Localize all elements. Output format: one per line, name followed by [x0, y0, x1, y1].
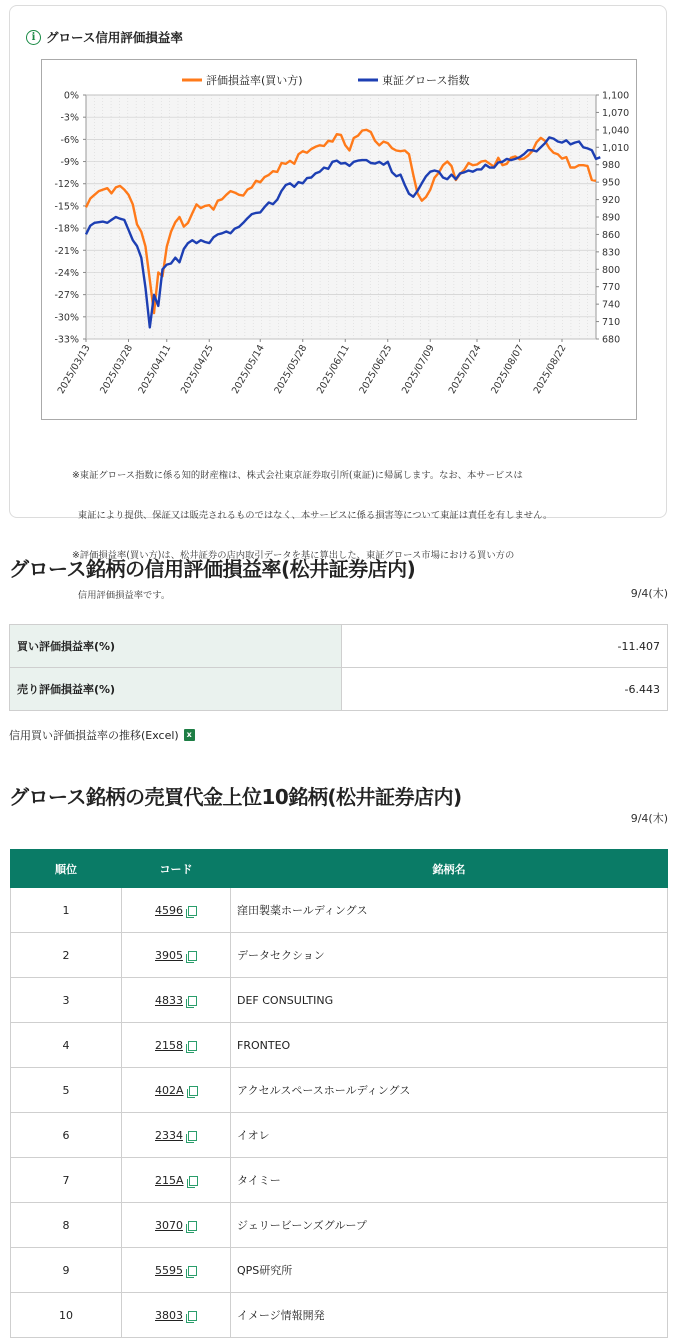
code-cell: [122, 933, 231, 978]
table-row: [10, 625, 668, 668]
table-row: [11, 1158, 668, 1203]
stock-code-link[interactable]: 402A: [155, 1083, 184, 1097]
rank-cell: 10: [11, 1293, 122, 1338]
buy-rate-value: -11.407: [342, 625, 668, 668]
y-left-tick-label: -21%: [54, 245, 79, 257]
rank-cell: 5: [11, 1068, 122, 1113]
y-right-tick-label: 830: [602, 247, 621, 259]
chart-area: [41, 59, 637, 420]
rank-cell: 8: [11, 1203, 122, 1248]
table-header-row: [11, 850, 668, 888]
table-row: [11, 888, 668, 933]
y-left-tick-label: -18%: [54, 223, 79, 235]
x-tick-label: 2025/06/25: [357, 343, 395, 396]
y-left-tick-label: -3%: [60, 112, 79, 124]
y-right-tick-label: 860: [602, 229, 621, 241]
rank-cell: 3: [11, 978, 122, 1023]
code-cell: [122, 1023, 231, 1068]
table-row: [11, 1023, 668, 1068]
x-tick-label: 2025/08/07: [489, 343, 527, 396]
x-tick-label: 2025/05/28: [272, 343, 310, 396]
x-tick-label: 2025/07/24: [446, 343, 484, 396]
code-cell: [122, 1113, 231, 1158]
x-tick-label: 2025/06/11: [314, 343, 352, 396]
table-row: [11, 1248, 668, 1293]
stock-code-link[interactable]: 5595: [155, 1263, 183, 1277]
table-row: [10, 668, 668, 711]
stock-name-cell: QPS研究所: [231, 1248, 668, 1293]
y-left-tick-label: -12%: [54, 179, 79, 191]
y-right-tick-label: 980: [602, 160, 621, 172]
table-row: [11, 978, 668, 1023]
table-row: [11, 1068, 668, 1113]
y-right-tick-label: 1,040: [602, 125, 630, 137]
stock-name-cell: DEF CONSULTING: [231, 978, 668, 1023]
plot-background: [86, 95, 596, 339]
copy-icon[interactable]: [188, 1266, 197, 1276]
ranking-table: [10, 849, 668, 1338]
x-tick-label: 2025/03/13: [55, 343, 93, 396]
rank-cell: 4: [11, 1023, 122, 1068]
stock-code-link[interactable]: 3803: [155, 1308, 183, 1322]
rank-cell: 7: [11, 1158, 122, 1203]
evaluation-table: [9, 624, 668, 711]
table-row: [11, 933, 668, 978]
stock-name-cell: ジェリービーンズグループ: [231, 1203, 668, 1248]
copy-icon[interactable]: [188, 951, 197, 961]
x-tick-label: 2025/07/09: [399, 343, 437, 396]
copy-icon[interactable]: [188, 1131, 197, 1141]
rank-cell: 9: [11, 1248, 122, 1293]
stock-code-link[interactable]: 2334: [155, 1128, 183, 1142]
sell-rate-value: -6.443: [342, 668, 668, 711]
table-row: [11, 1293, 668, 1338]
code-cell: [122, 978, 231, 1023]
stock-name-cell: イメージ情報開発: [231, 1293, 668, 1338]
y-right-tick-label: 1,010: [602, 142, 630, 154]
excel-link-text[interactable]: 信用買い評価損益率の推移(Excel): [9, 729, 179, 742]
stock-name-cell: データセクション: [231, 933, 668, 978]
y-right-tick-label: 800: [602, 264, 621, 276]
code-cell: [122, 1293, 231, 1338]
stock-name-cell: タイミー: [231, 1158, 668, 1203]
header-name: 銘柄名: [231, 850, 668, 888]
y-left-tick-label: -9%: [60, 157, 79, 169]
stock-code-link[interactable]: 2158: [155, 1038, 183, 1052]
legend-label: 評価損益率(買い方): [206, 74, 303, 87]
stock-code-link[interactable]: 4596: [155, 903, 183, 917]
y-left-tick-label: 0%: [63, 90, 79, 102]
copy-icon[interactable]: [189, 1086, 198, 1096]
y-left-tick-label: -24%: [54, 267, 79, 279]
section1-title: グロース銘柄の信用評価損益率(松井証券店内): [9, 557, 416, 581]
code-cell: [122, 1248, 231, 1293]
code-cell: [122, 1158, 231, 1203]
note-line: ※東証グロース指数に係る知的財産権は、株式会社東京証券取引所(東証)に帰属します。なお、本サービスは: [72, 469, 523, 481]
code-cell: [122, 888, 231, 933]
code-cell: [122, 1068, 231, 1113]
stock-code-link[interactable]: 3905: [155, 948, 183, 962]
code-cell: [122, 1203, 231, 1248]
y-right-tick-label: 1,100: [602, 90, 630, 102]
copy-icon[interactable]: [188, 906, 197, 916]
stock-code-link[interactable]: 4833: [155, 993, 183, 1007]
y-right-tick-label: 1,070: [602, 107, 630, 119]
header-code: コード: [122, 850, 231, 888]
rank-cell: 1: [11, 888, 122, 933]
card-title: [26, 27, 183, 47]
copy-icon[interactable]: [188, 1041, 197, 1051]
copy-icon[interactable]: [188, 1311, 197, 1321]
table-row: [11, 1113, 668, 1158]
info-icon: i: [26, 30, 41, 45]
table-row: [11, 1203, 668, 1248]
excel-icon[interactable]: x: [184, 729, 195, 741]
chart-notes: [72, 442, 552, 630]
margin-rate-chart: [42, 60, 636, 419]
y-right-tick-label: 950: [602, 177, 621, 189]
x-tick-label: 2025/03/28: [98, 343, 136, 396]
x-tick-label: 2025/04/11: [136, 343, 174, 396]
section2-title: グロース銘柄の売買代金上位10銘柄(松井証券店内): [9, 785, 462, 809]
y-right-tick-label: 680: [602, 334, 621, 346]
x-tick-label: 2025/08/22: [531, 343, 569, 396]
y-right-tick-label: 770: [602, 282, 621, 294]
copy-icon[interactable]: [188, 1221, 197, 1231]
card-title-text: グロース信用評価損益率: [46, 30, 183, 45]
rank-cell: 2: [11, 933, 122, 978]
section1-date: 9/4(木): [630, 587, 668, 600]
stock-name-cell: FRONTEO: [231, 1023, 668, 1068]
buy-rate-label: 買い評価損益率(%): [10, 625, 342, 668]
y-left-tick-label: -6%: [60, 134, 79, 146]
y-left-tick-label: -27%: [54, 290, 79, 302]
excel-download-link[interactable]: [9, 727, 195, 743]
note-line: 信用評価損益率です。: [72, 590, 171, 602]
note-line: ※評価損益率(買い方)は、松井証券の店内取引データを基に算出した、東証グロース市場における買い方の: [72, 550, 515, 562]
y-right-tick-label: 740: [602, 299, 621, 311]
y-left-tick-label: -30%: [54, 312, 79, 324]
legend-label: 東証グロース指数: [382, 74, 470, 87]
stock-name-cell: アクセルスペースホールディングス: [231, 1068, 668, 1113]
y-right-tick-label: 710: [602, 317, 621, 329]
x-tick-label: 2025/04/25: [178, 343, 216, 396]
stock-name-cell: 窪田製薬ホールディングス: [231, 888, 668, 933]
stock-code-link[interactable]: 215A: [155, 1173, 184, 1187]
y-left-tick-label: -33%: [54, 334, 79, 346]
y-right-tick-label: 920: [602, 195, 621, 207]
sell-rate-label: 売り評価損益率(%): [10, 668, 342, 711]
stock-code-link[interactable]: 3070: [155, 1218, 183, 1232]
header-rank: 順位: [11, 850, 122, 888]
x-tick-label: 2025/05/14: [229, 343, 267, 396]
section2-date: 9/4(木): [630, 812, 668, 825]
stock-name-cell: イオレ: [231, 1113, 668, 1158]
copy-icon[interactable]: [188, 996, 197, 1006]
y-right-tick-label: 890: [602, 212, 621, 224]
y-left-tick-label: -15%: [54, 201, 79, 213]
rank-cell: 6: [11, 1113, 122, 1158]
note-line: 東証により提供、保証又は販売されるものではなく、本サービスに係る損害等について東証は責任を有しません。: [72, 510, 553, 522]
copy-icon[interactable]: [189, 1176, 198, 1186]
